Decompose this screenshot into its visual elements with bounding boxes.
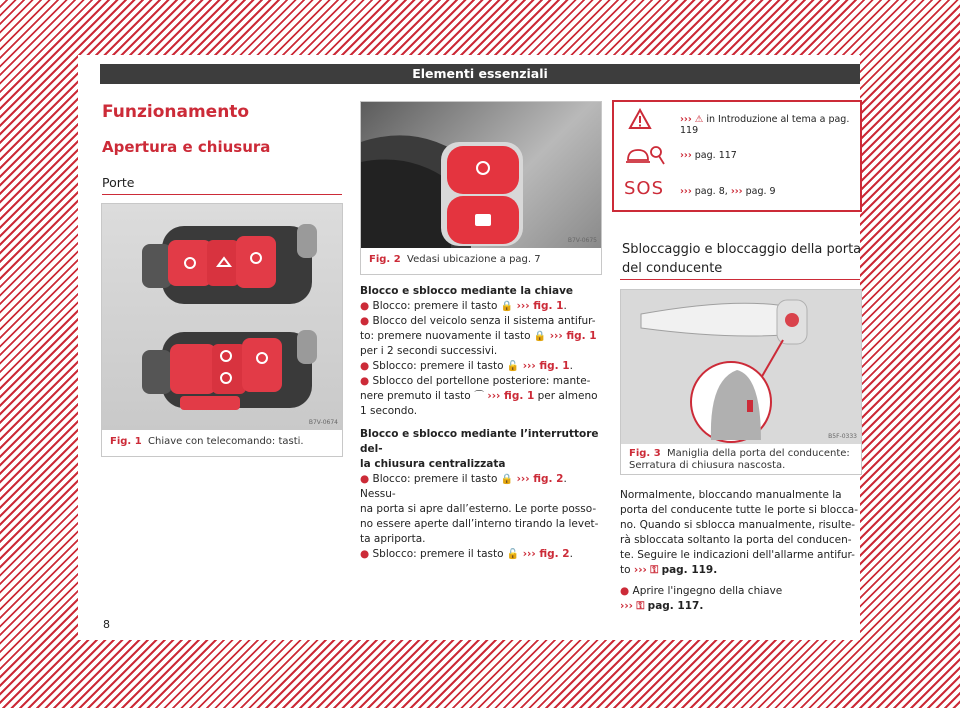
figure-2-image [361,102,601,248]
tailgate-icon: ⌒ [474,391,485,402]
heading-rule [620,279,860,280]
right-text [620,488,862,614]
paragraph: Normalmente, bloccando manualmente la porta del conducente tutte le porte si blocca- no. Quando si sblocca manualmente, risulte- rà sbloccata soltanto la porta del conducen- te. Seguire le indicazioni dell'allarme antifur- to ››› ⚿ pag. 119. [620,489,858,576]
section-title: Apertura e chiusura [102,138,271,156]
figure-1-image [102,204,342,430]
unlock-icon: 🔓 [506,549,520,560]
warning-ref-3: ››› pag. 8, ››› pag. 9 [680,186,776,197]
lock-icon: 🔒 [533,331,547,342]
figure-2 [360,101,602,275]
figure-2-caption: Fig. 2 Vedasi ubicazione a pag. 7 [369,254,541,265]
bullet-7: ● Aprire l'ingegno della chiave ››› ⚿ pag. 117. [620,585,783,612]
lock-icon: 🔒 [500,301,514,312]
right-section-title: Sbloccaggio e bloccaggio della porta del conducente [622,242,862,276]
figure-1 [101,203,343,457]
bullet-6: ● Sblocco: premere il tasto 🔓 ››› fig. 2. [360,548,573,560]
bullet-4: ● Sblocco del portellone posteriore: mante- nere premuto il tasto ⌒ ››› fig. 1 per almeno 1 secondo. [360,375,598,417]
section-1-title: Blocco e sblocco mediante la chiave [360,285,574,297]
heading-rule [102,194,342,195]
alarm-key-icon: ⚿ [650,564,659,576]
bullet-5: ● Blocco: premere il tasto 🔒 ››› fig. 2. Nessu- na porta si apre dall’esterno. Le porte posso- no essere aperte dall’interno tirando la levet- ta apriporta. [360,473,599,545]
figure-3 [620,289,862,475]
lock-icon: 🔒 [500,474,514,485]
bullet-1: ● Blocco: premere il tasto 🔒 ››› fig. 1. [360,300,567,312]
warning-box [612,100,862,212]
warning-ref-1: ››› ⚠ in Introduzione al tema a pag. 119 [680,114,850,136]
figure-3-code: B5F-0333 [828,433,857,440]
subsection-title: Porte [102,175,135,190]
chapter-header: Elementi essenziali [100,64,860,84]
alarm-key-icon: ⚿ [636,600,645,612]
alarm-key-icon [624,142,666,168]
warning-ref-2: ››› pag. 117 [680,150,737,161]
bullet-3: ● Sblocco: premere il tasto 🔓 ››› fig. 1. [360,360,573,372]
unlock-icon: 🔓 [506,361,520,372]
page-number: 8 [103,618,110,631]
warning-triangle-icon [628,108,652,130]
figure-3-caption: Fig. 3 Maniglia della porta del conducente: Serratura di chiusura nascosta. [629,448,850,471]
figure-3-image [621,290,861,444]
sos-icon: SOS [624,178,665,199]
warning-small-icon: ⚠ [694,114,704,125]
middle-text [360,284,602,562]
section-2-title: Blocco e sblocco mediante l’interruttore del- la chiusura centralizzata [360,428,599,470]
figure-2-code: B7V-0675 [567,237,597,244]
figure-1-caption: Fig. 1 Chiave con telecomando: tasti. [110,436,304,447]
figure-1-code: B7V-0674 [308,419,338,426]
page-title: Funzionamento [102,102,250,122]
bullet-2: ● Blocco del veicolo senza il sistema antifur- to: premere nuovamente il tasto 🔒 ››› fig. 1 per i 2 secondi successivi. [360,315,597,357]
